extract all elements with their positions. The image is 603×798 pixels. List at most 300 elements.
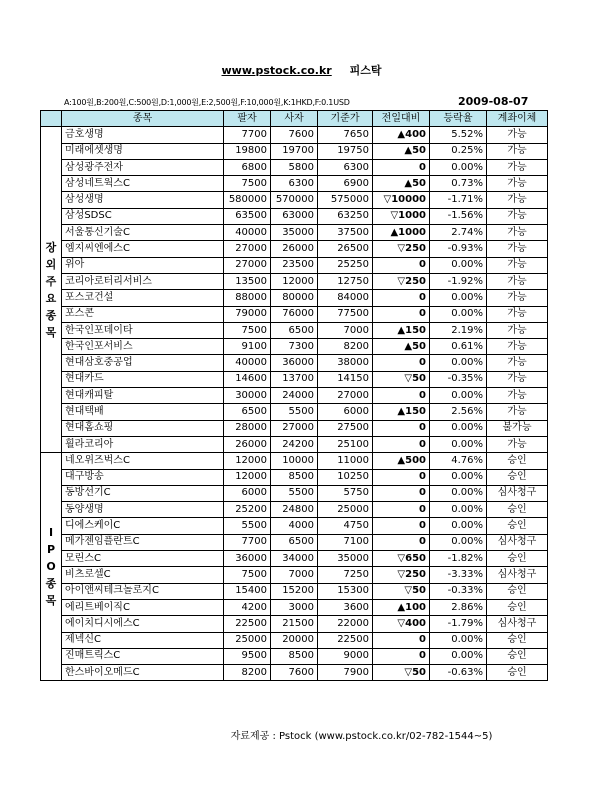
base-price: 4750	[318, 518, 373, 534]
change-rate: 0.00%	[430, 159, 487, 175]
sell-price: 15400	[224, 583, 271, 599]
change-rate: -1.79%	[430, 616, 487, 632]
table-row	[41, 648, 548, 664]
sell-price: 7500	[224, 322, 271, 338]
change-rate: 0.00%	[430, 290, 487, 306]
price-change: ▲1000	[373, 225, 430, 241]
buy-price: 7300	[271, 339, 318, 355]
buy-price: 24000	[271, 388, 318, 404]
base-price: 5750	[318, 485, 373, 501]
base-price: 26500	[318, 241, 373, 257]
table-row	[41, 632, 548, 648]
price-change: 0	[373, 534, 430, 550]
buy-price: 7600	[271, 127, 318, 143]
stock-name: 진매트릭스C	[62, 648, 224, 664]
change-rate: 0.61%	[430, 339, 487, 355]
base-price: 63250	[318, 208, 373, 224]
stock-name: 메가젠임플란트C	[62, 534, 224, 550]
stock-name: 동방선기C	[62, 485, 224, 501]
transfer-status: 승인	[487, 632, 548, 648]
base-price: 7650	[318, 127, 373, 143]
table-row	[41, 176, 548, 192]
change-rate: 0.00%	[430, 436, 487, 452]
base-price: 35000	[318, 551, 373, 567]
price-change: ▽50	[373, 583, 430, 599]
transfer-status: 승인	[487, 665, 548, 681]
transfer-status: 가능	[487, 208, 548, 224]
change-rate: 0.00%	[430, 485, 487, 501]
base-price: 37500	[318, 225, 373, 241]
table-row	[41, 322, 548, 338]
change-rate: 0.00%	[430, 469, 487, 485]
change-rate: 0.00%	[430, 534, 487, 550]
table-row	[41, 159, 548, 175]
transfer-status: 가능	[487, 436, 548, 452]
transfer-status: 심사청구	[487, 485, 548, 501]
section-label-char: I	[48, 526, 54, 540]
footer-source: 자료제공 : Pstock (www.pstock.co.kr/02-782-1544~5)	[230, 731, 493, 742]
section-label-char: 요	[45, 291, 57, 305]
transfer-status: 승인	[487, 648, 548, 664]
price-change: ▲150	[373, 404, 430, 420]
price-change: 0	[373, 436, 430, 452]
base-price: 14150	[318, 371, 373, 387]
table-row	[41, 339, 548, 355]
change-rate: 2.74%	[430, 225, 487, 241]
sell-price: 13500	[224, 273, 271, 289]
buy-price: 4000	[271, 518, 318, 534]
stock-name: 서울통신기술C	[62, 225, 224, 241]
transfer-status: 가능	[487, 127, 548, 143]
change-rate: -1.92%	[430, 273, 487, 289]
change-rate: -0.93%	[430, 241, 487, 257]
base-price: 84000	[318, 290, 373, 306]
table-row	[41, 469, 548, 485]
change-rate: 0.00%	[430, 257, 487, 273]
transfer-status: 가능	[487, 388, 548, 404]
price-change: 0	[373, 502, 430, 518]
sell-price: 12000	[224, 453, 271, 469]
base-price: 7000	[318, 322, 373, 338]
change-rate: 0.00%	[430, 420, 487, 436]
table-row	[41, 583, 548, 599]
buy-price: 24800	[271, 502, 318, 518]
stock-name: 아이앤씨테크놀로지C	[62, 583, 224, 599]
sell-price: 40000	[224, 355, 271, 371]
change-rate: 0.00%	[430, 518, 487, 534]
transfer-status: 가능	[487, 241, 548, 257]
base-price: 12750	[318, 273, 373, 289]
stock-table	[40, 110, 548, 681]
stock-name: 한스바이오메드C	[62, 665, 224, 681]
price-change: ▽50	[373, 665, 430, 681]
change-rate: -0.33%	[430, 583, 487, 599]
buy-price: 76000	[271, 306, 318, 322]
buy-price: 15200	[271, 583, 318, 599]
stock-name: 에이치디시에스C	[62, 616, 224, 632]
change-rate: 0.73%	[430, 176, 487, 192]
change-rate: 0.00%	[430, 388, 487, 404]
stock-name: 네오위즈벅스C	[62, 453, 224, 469]
buy-price: 570000	[271, 192, 318, 208]
table-row	[41, 192, 548, 208]
section-label-char: 종	[45, 577, 57, 591]
price-change: ▽50	[373, 371, 430, 387]
site-url[interactable]: www.pstock.co.kr	[221, 64, 332, 77]
price-change: ▽650	[373, 551, 430, 567]
base-price: 27000	[318, 388, 373, 404]
table-row	[41, 567, 548, 583]
table-row	[41, 420, 548, 436]
sell-price: 79000	[224, 306, 271, 322]
report-date: 2009-08-07	[458, 95, 529, 108]
sell-price: 8200	[224, 665, 271, 681]
sell-price: 30000	[224, 388, 271, 404]
price-change: ▽10000	[373, 192, 430, 208]
base-price: 7100	[318, 534, 373, 550]
price-change: ▲50	[373, 143, 430, 159]
change-rate: -1.71%	[430, 192, 487, 208]
change-rate: -0.63%	[430, 665, 487, 681]
sell-price: 26000	[224, 436, 271, 452]
buy-price: 6500	[271, 534, 318, 550]
transfer-status: 가능	[487, 355, 548, 371]
buy-price: 5500	[271, 404, 318, 420]
transfer-status: 가능	[487, 404, 548, 420]
sell-price: 28000	[224, 420, 271, 436]
stock-name: 동양생명	[62, 502, 224, 518]
stock-name: 한국인포서비스	[62, 339, 224, 355]
table-row	[41, 453, 548, 469]
table-row	[41, 273, 548, 289]
transfer-status: 심사청구	[487, 567, 548, 583]
buy-price: 8500	[271, 469, 318, 485]
change-rate: 5.52%	[430, 127, 487, 143]
price-change: 0	[373, 518, 430, 534]
sell-price: 36000	[224, 551, 271, 567]
transfer-status: 승인	[487, 599, 548, 615]
section-label-char: 목	[45, 594, 57, 608]
table-row	[41, 551, 548, 567]
header-rate: 등락율	[430, 111, 487, 127]
buy-price: 26000	[271, 241, 318, 257]
base-price: 6300	[318, 159, 373, 175]
price-change: 0	[373, 388, 430, 404]
table-row	[41, 290, 548, 306]
price-change: 0	[373, 469, 430, 485]
transfer-status: 심사청구	[487, 616, 548, 632]
stock-name: 삼성네트웍스C	[62, 176, 224, 192]
stock-name: 위아	[62, 257, 224, 273]
price-unit-legend: A:100원,B:200원,C:500원,D:1,000원,E:2,500원,F:10,000원,K:1HKD,F:0.1USD	[64, 98, 350, 107]
header-change: 전일대비	[373, 111, 430, 127]
stock-name: 금호생명	[62, 127, 224, 143]
section-label	[41, 127, 62, 453]
transfer-status: 가능	[487, 339, 548, 355]
sell-price: 27000	[224, 241, 271, 257]
stock-name: 한국인포데이타	[62, 322, 224, 338]
base-price: 25000	[318, 502, 373, 518]
price-change: 0	[373, 420, 430, 436]
sell-price: 7700	[224, 127, 271, 143]
buy-price: 34000	[271, 551, 318, 567]
buy-price: 3000	[271, 599, 318, 615]
header-name: 종목	[62, 111, 224, 127]
price-change: ▲50	[373, 176, 430, 192]
price-change: ▽400	[373, 616, 430, 632]
table-row	[41, 665, 548, 681]
sell-price: 580000	[224, 192, 271, 208]
transfer-status: 가능	[487, 322, 548, 338]
stock-name: 모린스C	[62, 551, 224, 567]
table-row	[41, 485, 548, 501]
header-base: 기준가	[318, 111, 373, 127]
base-price: 19750	[318, 143, 373, 159]
sell-price: 25000	[224, 632, 271, 648]
sell-price: 40000	[224, 225, 271, 241]
stock-name: 엠지씨엔에스C	[62, 241, 224, 257]
table-row	[41, 534, 548, 550]
sell-price: 9100	[224, 339, 271, 355]
transfer-status: 가능	[487, 225, 548, 241]
buy-price: 7000	[271, 567, 318, 583]
section-label-char: 주	[45, 274, 57, 288]
transfer-status: 승인	[487, 518, 548, 534]
price-change: ▲150	[373, 322, 430, 338]
section-label-char: O	[46, 560, 56, 574]
stock-name: 비츠로셀C	[62, 567, 224, 583]
transfer-status: 가능	[487, 371, 548, 387]
brand-name: 피스탁	[349, 64, 382, 77]
transfer-status: 승인	[487, 502, 548, 518]
buy-price: 8500	[271, 648, 318, 664]
table-body	[41, 127, 548, 681]
sell-price: 14600	[224, 371, 271, 387]
stock-name: 포스콘	[62, 306, 224, 322]
sell-price: 63500	[224, 208, 271, 224]
sell-price: 9500	[224, 648, 271, 664]
change-rate: -1.82%	[430, 551, 487, 567]
sell-price: 27000	[224, 257, 271, 273]
section-label-char: 외	[45, 257, 57, 271]
sell-price: 7700	[224, 534, 271, 550]
buy-price: 36000	[271, 355, 318, 371]
price-change: ▽1000	[373, 208, 430, 224]
stock-name: 코리아로터리서비스	[62, 273, 224, 289]
header-section	[41, 111, 62, 127]
price-change: 0	[373, 257, 430, 273]
header-sell: 팔자	[224, 111, 271, 127]
price-change: 0	[373, 159, 430, 175]
stock-name: 삼성SDSC	[62, 208, 224, 224]
price-change: ▲50	[373, 339, 430, 355]
table-row	[41, 127, 548, 143]
section-label-char: 종	[45, 308, 57, 322]
transfer-status: 불가능	[487, 420, 548, 436]
change-rate: 2.56%	[430, 404, 487, 420]
buy-price: 5500	[271, 485, 318, 501]
transfer-status: 가능	[487, 257, 548, 273]
buy-price: 6300	[271, 176, 318, 192]
table-row	[41, 599, 548, 615]
table-row	[41, 257, 548, 273]
base-price: 6900	[318, 176, 373, 192]
buy-price: 63000	[271, 208, 318, 224]
stock-name: 현대택배	[62, 404, 224, 420]
buy-price: 13700	[271, 371, 318, 387]
price-change: 0	[373, 485, 430, 501]
change-rate: 0.00%	[430, 632, 487, 648]
base-price: 25250	[318, 257, 373, 273]
stock-name: 현대캐피탈	[62, 388, 224, 404]
sell-price: 12000	[224, 469, 271, 485]
buy-price: 21500	[271, 616, 318, 632]
change-rate: -3.33%	[430, 567, 487, 583]
table-row	[41, 502, 548, 518]
price-change: ▽250	[373, 273, 430, 289]
header-row	[41, 111, 548, 127]
section-label-char: 목	[45, 325, 57, 339]
table-row	[41, 208, 548, 224]
transfer-status: 가능	[487, 143, 548, 159]
stock-name: 제넥신C	[62, 632, 224, 648]
table-row	[41, 518, 548, 534]
price-change: ▲100	[373, 599, 430, 615]
header-buy: 사자	[271, 111, 318, 127]
base-price: 11000	[318, 453, 373, 469]
base-price: 7250	[318, 567, 373, 583]
buy-price: 19700	[271, 143, 318, 159]
change-rate: 4.76%	[430, 453, 487, 469]
base-price: 9000	[318, 648, 373, 664]
buy-price: 35000	[271, 225, 318, 241]
stock-name: 삼성생명	[62, 192, 224, 208]
sell-price: 19800	[224, 143, 271, 159]
change-rate: -1.56%	[430, 208, 487, 224]
price-change: ▽250	[373, 567, 430, 583]
table-row	[41, 225, 548, 241]
sell-price: 5500	[224, 518, 271, 534]
buy-price: 24200	[271, 436, 318, 452]
change-rate: 0.00%	[430, 306, 487, 322]
stock-name: 현대카드	[62, 371, 224, 387]
stock-name: 미래에셋생명	[62, 143, 224, 159]
base-price: 10250	[318, 469, 373, 485]
buy-price: 6500	[271, 322, 318, 338]
transfer-status: 가능	[487, 273, 548, 289]
section-label-char: 장	[45, 240, 57, 254]
base-price: 22000	[318, 616, 373, 632]
change-rate: 0.00%	[430, 502, 487, 518]
buy-price: 10000	[271, 453, 318, 469]
sell-price: 4200	[224, 599, 271, 615]
document-title	[0, 62, 603, 78]
price-change: ▲400	[373, 127, 430, 143]
stock-name: 포스코건설	[62, 290, 224, 306]
price-change: 0	[373, 632, 430, 648]
base-price: 8200	[318, 339, 373, 355]
transfer-status: 가능	[487, 176, 548, 192]
buy-price: 20000	[271, 632, 318, 648]
sell-price: 6000	[224, 485, 271, 501]
transfer-status: 가능	[487, 306, 548, 322]
base-price: 3600	[318, 599, 373, 615]
stock-name: 에리트베이직C	[62, 599, 224, 615]
transfer-status: 가능	[487, 290, 548, 306]
change-rate: 0.25%	[430, 143, 487, 159]
table-row	[41, 404, 548, 420]
table-row	[41, 616, 548, 632]
stock-name: 현대홈쇼핑	[62, 420, 224, 436]
sell-price: 22500	[224, 616, 271, 632]
sell-price: 6800	[224, 159, 271, 175]
base-price: 22500	[318, 632, 373, 648]
section-label	[41, 453, 62, 681]
buy-price: 7600	[271, 665, 318, 681]
table-row	[41, 436, 548, 452]
transfer-status: 승인	[487, 469, 548, 485]
section-label-char: P	[46, 543, 56, 557]
sell-price: 6500	[224, 404, 271, 420]
price-change: 0	[373, 290, 430, 306]
price-change: 0	[373, 355, 430, 371]
price-change: 0	[373, 648, 430, 664]
change-rate: -0.35%	[430, 371, 487, 387]
change-rate: 2.86%	[430, 599, 487, 615]
buy-price: 27000	[271, 420, 318, 436]
base-price: 77500	[318, 306, 373, 322]
buy-price: 80000	[271, 290, 318, 306]
table-row	[41, 143, 548, 159]
change-rate: 0.00%	[430, 355, 487, 371]
sell-price: 7500	[224, 176, 271, 192]
change-rate: 0.00%	[430, 648, 487, 664]
stock-name: 대구방송	[62, 469, 224, 485]
transfer-status: 승인	[487, 551, 548, 567]
stock-name: 디에스케이C	[62, 518, 224, 534]
stock-name: 삼성광주전자	[62, 159, 224, 175]
stock-name: 휠라코리아	[62, 436, 224, 452]
base-price: 6000	[318, 404, 373, 420]
table-row	[41, 241, 548, 257]
base-price: 575000	[318, 192, 373, 208]
table-row	[41, 388, 548, 404]
base-price: 7900	[318, 665, 373, 681]
buy-price: 23500	[271, 257, 318, 273]
base-price: 25100	[318, 436, 373, 452]
change-rate: 2.19%	[430, 322, 487, 338]
transfer-status: 심사청구	[487, 534, 548, 550]
table-row	[41, 371, 548, 387]
sell-price: 7500	[224, 567, 271, 583]
table-row	[41, 306, 548, 322]
table-row	[41, 355, 548, 371]
sell-price: 25200	[224, 502, 271, 518]
sell-price: 88000	[224, 290, 271, 306]
buy-price: 12000	[271, 273, 318, 289]
base-price: 38000	[318, 355, 373, 371]
header-transfer: 계좌이체	[487, 111, 548, 127]
price-change: 0	[373, 306, 430, 322]
transfer-status: 승인	[487, 453, 548, 469]
buy-price: 5800	[271, 159, 318, 175]
price-change: ▲500	[373, 453, 430, 469]
stock-name: 현대삼호중공업	[62, 355, 224, 371]
transfer-status: 가능	[487, 159, 548, 175]
transfer-status: 가능	[487, 192, 548, 208]
base-price: 15300	[318, 583, 373, 599]
price-change: ▽250	[373, 241, 430, 257]
